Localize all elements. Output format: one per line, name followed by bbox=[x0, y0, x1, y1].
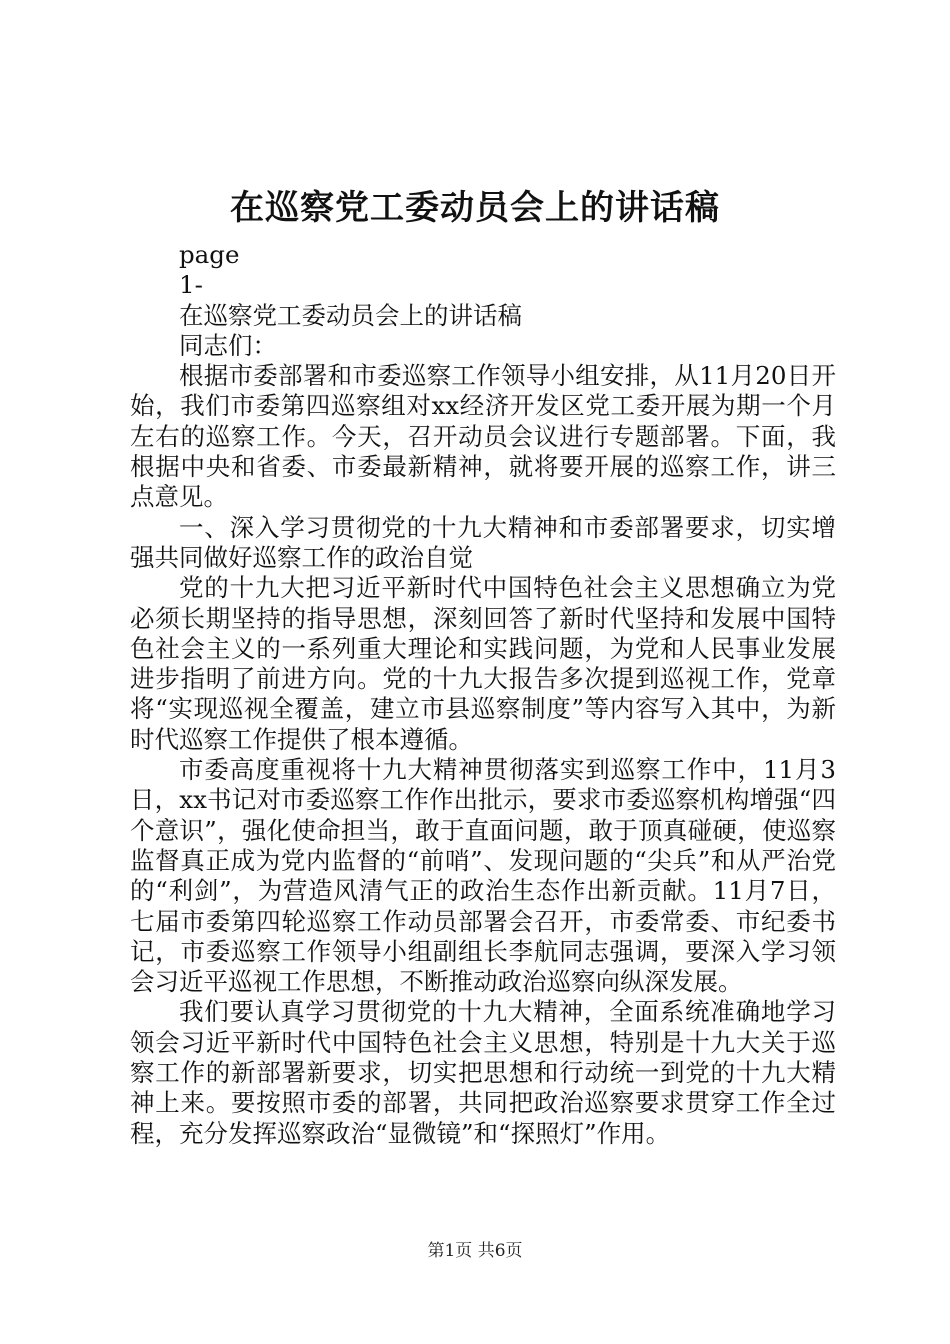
header-line-title: 在巡察党工委动员会上的讲话稿 bbox=[179, 300, 522, 330]
page-footer: 第1页 共6页 bbox=[427, 1241, 523, 1261]
header-line-page: page bbox=[179, 240, 240, 269]
document-title: 在巡察党工委动员会上的讲话稿 bbox=[230, 188, 720, 228]
paragraph-body-1: 党的十九大把习近平新时代中国特色社会主义思想确立为党必须长期坚持的指导思想，深刻回答了新时代坚持和发展中国特色社会主义的一系列重大理论和实践问题，为党和人民事业发展进步指明了前进方向。党的十九大报告多次提到巡视工作，党章将“实现巡视全覆盖，建立市县巡察制度”等内容写入其中，为新时代巡察工作提供了根本遵循。 bbox=[130, 573, 836, 754]
paragraph-body-2: 市委高度重视将十九大精神贯彻落实到巡察工作中，11月3日，xx书记对市委巡察工作作出批示，要求市委巡察机构增强“四个意识”，强化使命担当，敢于直面问题，敢于顶真碰硬，使巡察监督真正成为党内监督的“前哨”、发现问题的“尖兵”和从严治党的“利剑”，为营造风清气正的政治生态作出新贡献。11月7日，七届市委第四轮巡察工作动员部署会召开，市委常委、市纪委书记，市委巡察工作领导小组副组长李航同志强调，要深入学习领会习近平巡视工作思想，不断推动政治巡察向纵深发展。 bbox=[130, 755, 836, 997]
paragraph-body-3: 我们要认真学习贯彻党的十九大精神，全面系统准确地学习领会习近平新时代中国特色社会主义思想，特别是十九大关于巡察工作的新部署新要求，切实把思想和行动统一到党的十九大精神上来。要按照市委的部署，共同把政治巡察要求贯穿工作全过程，充分发挥巡察政治“显微镜”和“探照灯”作用。 bbox=[130, 997, 836, 1148]
paragraph-intro: 根据市委部署和市委巡察工作领导小组安排，从11月20日开始，我们市委第四巡察组对xx经济开发区党工委开展为期一个月左右的巡察工作。今天，召开动员会议进行专题部署。下面，我根据中央和省委、市委最新精神，就将要开展的巡察工作，讲三点意见。 bbox=[130, 361, 836, 512]
salutation: 同志们： bbox=[179, 330, 277, 360]
section-heading-1: 一、深入学习贯彻党的十九大精神和市委部署要求，切实增强共同做好巡察工作的政治自觉 bbox=[130, 512, 836, 572]
header-line-number: 1- bbox=[179, 270, 203, 300]
document-body bbox=[130, 240, 836, 1149]
